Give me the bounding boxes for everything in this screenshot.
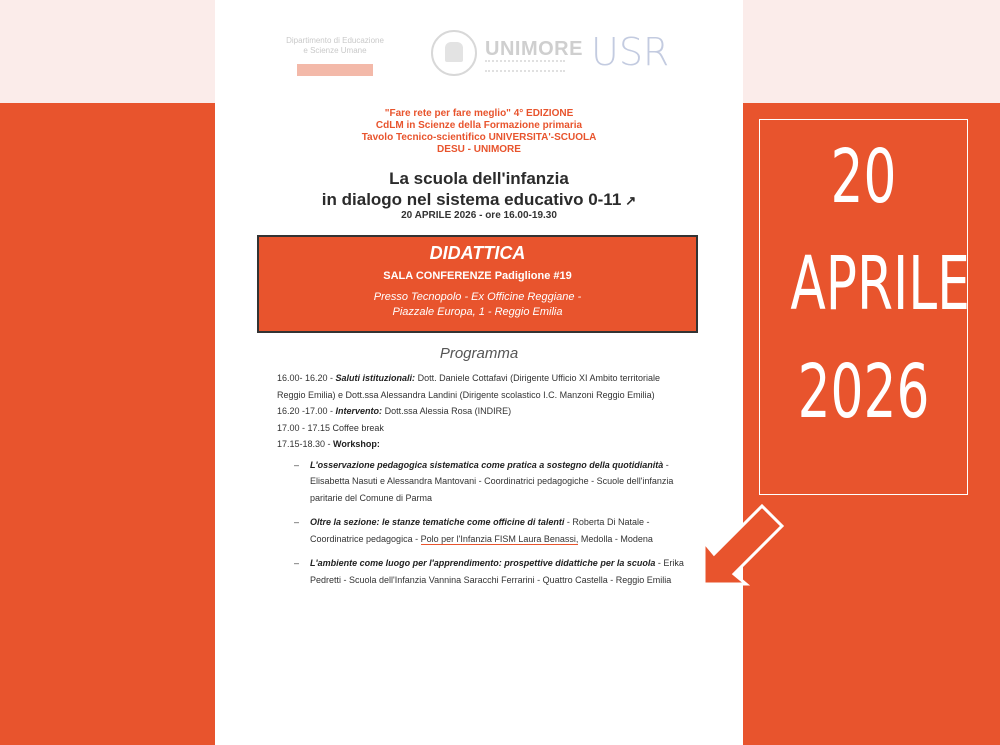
program-item: 16.00- 16.20 - Saluti istituzionali: Dott. Daniele Cottafavi (Dirigente Ufficio XI Ambito territoriale Reggio Emilia) e Dott.ssa Alessandra Landini (Dirigente scolastico I.C. Manzoni Reggio Emilia) <box>277 373 660 400</box>
program-item: 16.20 -17.00 - Intervento: Dott.ssa Alessia Rosa (INDIRE) <box>277 406 512 416</box>
session-heading: DIDATTICA <box>429 243 526 263</box>
flyer-document <box>215 0 743 745</box>
program-title: Programma <box>439 345 519 362</box>
program-item: 17.00 - 17.15 Coffee break <box>277 422 384 433</box>
workshop-item: – L'ambiente come luogo per l'apprendimento: prospettive didattiche per la scuola - Erika Pedretti - Scuola dell'Infanzia Vannina Saracchi Ferrarini - Quattro Castella - Reggio Emilia <box>294 555 687 588</box>
arrow-icon <box>700 504 784 586</box>
unimore-logo: UNIMORE <box>485 38 583 60</box>
session-room: SALA CONFERENZE Padiglione #19 <box>383 270 572 282</box>
unimore-subtitle <box>485 60 565 72</box>
workshop-item: – L'osservazione pedagogica sistematica come pratica a sostegno della quotidianità - Elisabetta Nasuti e Alessandra Mantovani - Coordinatrici pedagogiche - Scuole dell'infanzia paritarie del Comune di Parma <box>294 457 687 507</box>
event-header <box>215 108 743 156</box>
program-list <box>277 370 687 590</box>
session-box <box>257 235 698 333</box>
event-title: La scuola dell'infanzia in dialogo nel sistema educativo 0-11 ↗ <box>321 169 637 209</box>
program-item: 17.15-18.30 - Workshop: <box>277 439 380 449</box>
header-line: CdLM in Scienze della Formazione primaria <box>375 120 583 131</box>
header-line: DESU - UNIMORE <box>437 144 521 155</box>
header-line: Tavolo Tecnico-scientifico UNIVERSITA'-SCUOLA <box>361 132 597 143</box>
session-location: Presso Tecnopolo - Ex Officine Reggiane - Piazzale Europa, 1 - Reggio Emilia <box>373 291 582 318</box>
workshop-item: – Oltre la sezione: le stanze tematiche come officine di talenti - Roberta Di Natale - Coordinatrice pedagogica - Polo per l'Infanzia FISM Laura Benassi, Medolla - Modena <box>294 514 687 547</box>
event-date: 20 APRILE 2026 - ore 16.00-19.30 <box>401 210 557 221</box>
big-date-year: 2026 <box>797 349 930 435</box>
workshop-list <box>294 457 687 589</box>
big-date-day: 20 <box>830 134 897 220</box>
big-date-month: APRILE <box>790 241 970 327</box>
header-line: "Fare rete per fare meglio" 4° EDIZIONE <box>384 108 574 119</box>
university-seal-icon <box>431 30 477 76</box>
usr-logo: USR <box>591 30 670 74</box>
department-logo: Dipartimento di Educazione e Scienze Umane <box>285 36 385 76</box>
highlighted-school: Polo per l'Infanzia FISM Laura Benassi, <box>420 533 579 544</box>
edit-icon: ↗ <box>625 193 637 208</box>
